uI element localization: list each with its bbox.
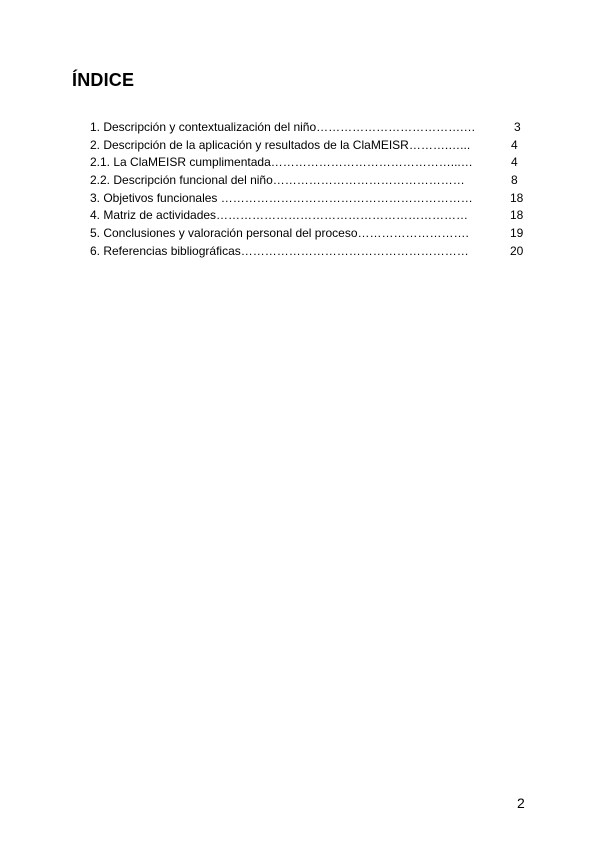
index-title: ÍNDICE [72, 70, 135, 90]
toc-entry-text: 1. Descripción y contextualización del niño……………………………….… [90, 120, 476, 134]
toc-entry-text: 2.1. La ClaMEISR cumplimentada………………………………………...… [90, 155, 473, 170]
toc-entry-page: 18 [510, 208, 524, 223]
toc-entry-page: 20 [510, 243, 524, 258]
toc-entry [90, 172, 530, 190]
toc-entry-page: 3 [514, 120, 521, 134]
toc-entry [90, 243, 530, 261]
table-of-contents [90, 119, 530, 261]
toc-entry-page: 8 [511, 173, 518, 188]
toc-entry-text: 2.2. Descripción funcional del niño………………………………………… [90, 173, 465, 188]
toc-entry [90, 154, 530, 172]
toc-entry-page: 4 [511, 137, 518, 152]
toc-entry-page: 18 [510, 190, 524, 205]
toc-entry [90, 190, 530, 208]
toc-entry-text: 4. Matriz de actividades……………………………………………………… [90, 208, 469, 223]
toc-entry-text: 2. Descripción de la aplicación y resultados de la ClaMEISR……….…... [90, 137, 471, 152]
toc-entry-page: 19 [510, 226, 524, 241]
toc-entry-page: 4 [511, 155, 518, 170]
page-number: 2 [517, 795, 525, 811]
toc-entry-text: 5. Conclusiones y valoración personal del proceso………………………. [90, 226, 469, 241]
toc-entry [90, 137, 530, 155]
toc-entry [90, 225, 530, 243]
toc-entry-text: 3. Objetivos funcionales ……………………………………………………… [90, 190, 473, 205]
toc-entry-text: 6. Referencias bibliográficas………………………………………………… [90, 243, 469, 258]
toc-entry [90, 119, 530, 137]
toc-entry [90, 207, 530, 225]
